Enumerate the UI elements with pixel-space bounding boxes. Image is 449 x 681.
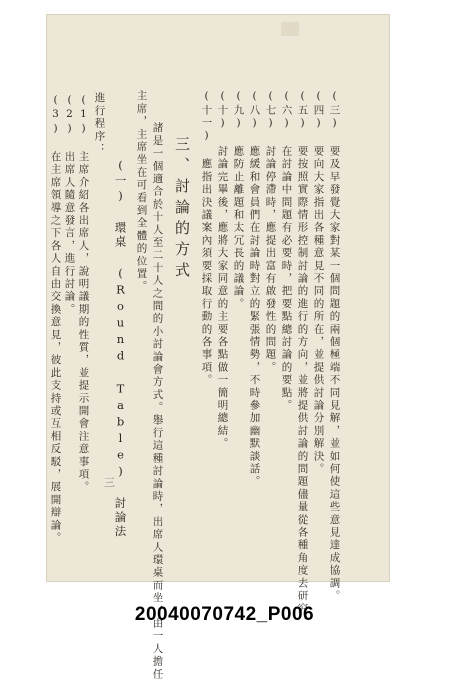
list-item: (七) 討論停滯時，應提出富有啟發性的問題。 (264, 90, 277, 374)
subheading: (一) 環桌 (Round Table) 討論法 (113, 158, 128, 539)
list-item: (九) 應防止離題和太冗長的議論。 (232, 90, 245, 311)
list-item: (六) 在討論中問題有必要時，把要點總討論的要點。 (280, 90, 293, 412)
list-item: (十一) 應指出決議案內須要採取行動的各事項。 (200, 90, 213, 387)
list-item: (五) 要按照實際情形控制討論的進行的方向，並將提供討論的問題儘量從各種角度去研究。 (296, 90, 309, 628)
step-item: (3) 在主席領導之下各人自由交換意見，彼此支持或互相反駁，展開辯論。 (49, 94, 62, 545)
step-item: (1) 主席介紹各出席人，說明議期的性質，並提示開會注意事項。 (77, 94, 90, 494)
intro-line: 主席，主席坐在可看到全體的位置。 (135, 90, 148, 294)
stamp-mark (281, 22, 299, 36)
step-item: (2) 出席人隨意發言，進行討論。 (63, 94, 76, 316)
section-heading: 三、討論的方式 (173, 136, 191, 283)
list-item: (八) 應緩和會員們在討論時對立的緊張情勢，不時參加幽默談話。 (248, 90, 261, 489)
page-number: 三 (104, 476, 115, 489)
list-item: (十) 討論完畢後，應將大家同意的主要各點做一簡明總結。 (216, 90, 229, 451)
list-item: (三) 要及早發覺大家對某一個問題的兩個極端不同見解，並如何使這些意見達成協調。 (328, 90, 341, 603)
intro-line: 諸是一個適合於十人至二十人之間的小討論會方式。舉行這種討論時，出席人環桌而坐，由一人擔任 (151, 122, 164, 681)
procedure-label: 進行程序： (93, 92, 106, 156)
list-item: (四) 要向大家指出各種意見不同的所在，並提供討論分別解決。 (312, 90, 325, 476)
image-caption: 20040070742_P006 (134, 604, 315, 625)
